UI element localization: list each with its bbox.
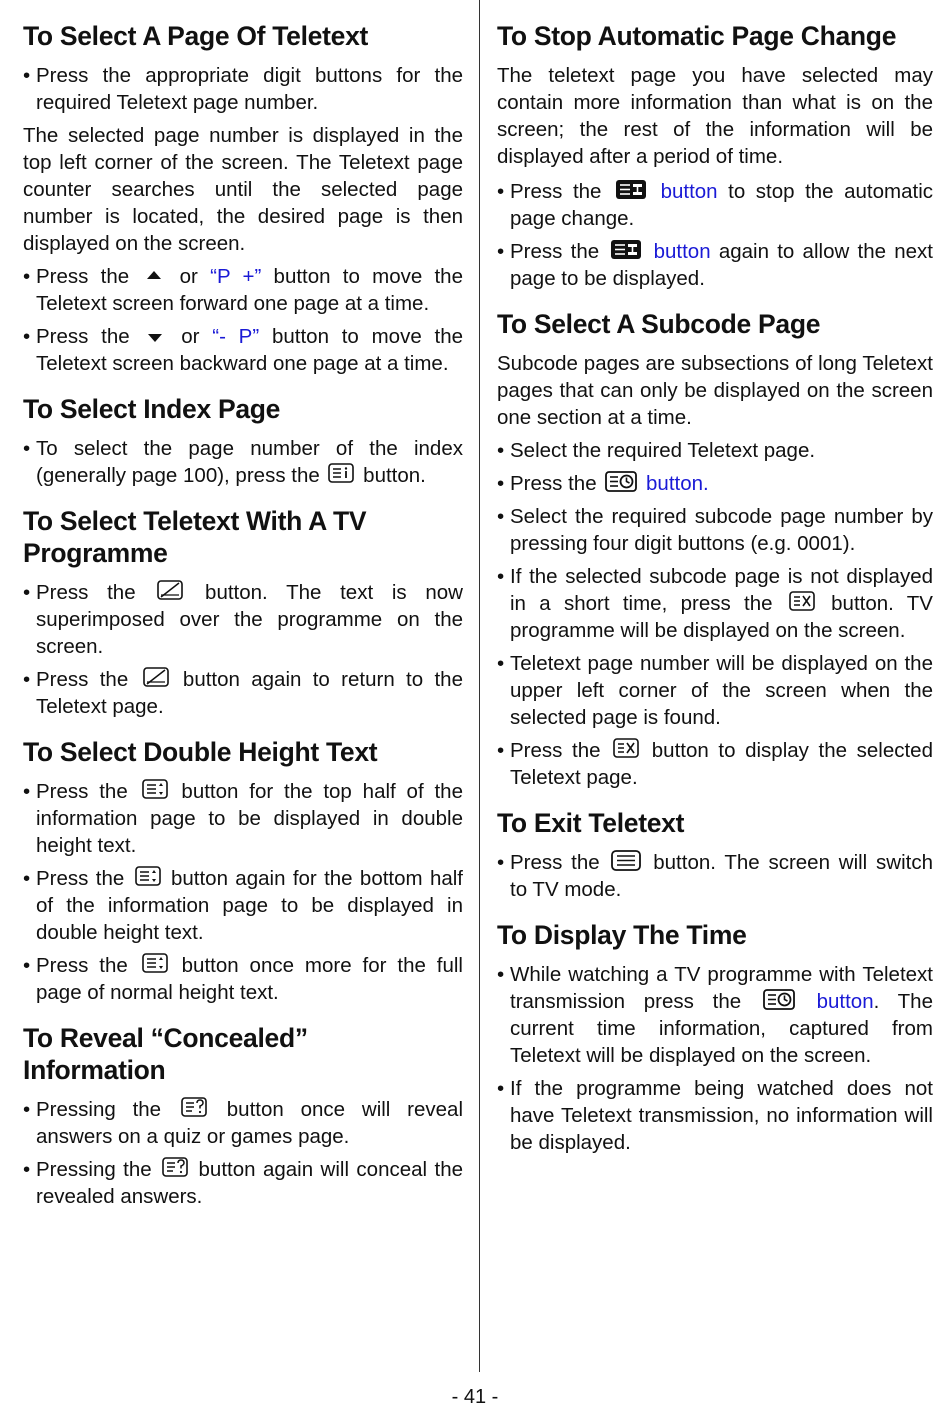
arrow-up-icon (147, 271, 161, 279)
arrow-down-icon (148, 334, 162, 342)
section-teletext-with-tv (23, 505, 463, 720)
list-item: • Press the button. (497, 470, 933, 497)
double-height-button-icon (142, 953, 168, 975)
bullet-list (23, 579, 463, 720)
section-index-page (23, 393, 463, 489)
column-divider (479, 0, 480, 1372)
list-item: • If the programme being watched does not have Teletext transmission, no information will be displayed. (497, 1075, 933, 1156)
hold-button-icon (615, 179, 647, 201)
list-item: • Press the button to display the selected Teletext page. (497, 737, 933, 791)
cancel-button-icon (789, 591, 815, 613)
reveal-button-icon (162, 1157, 188, 1179)
mix-button-icon (143, 667, 169, 689)
bullet-list (497, 437, 933, 791)
list-item: • Teletext page number will be displayed on the upper left corner of the screen when the selected page is found. (497, 650, 933, 731)
section-exit-teletext (497, 807, 933, 903)
double-height-button-icon (142, 779, 168, 801)
section-stop-page-change (497, 20, 933, 292)
bullet-list (497, 178, 933, 292)
index-button-icon (328, 463, 354, 485)
heading-select-page: To Select A Page Of Teletext (23, 21, 369, 51)
list-item: • Press the button to stop the automatic page change. (497, 178, 933, 232)
list-item: • Press the button for the top half of the information page to be displayed in double height text. (23, 778, 463, 859)
section-display-time (497, 919, 933, 1156)
list-item: • If the selected subcode page is not displayed in a short time, press the button. TV programme will be displayed on the screen. (497, 563, 933, 644)
list-item: • Pressing the button again will conceal the revealed answers. (23, 1156, 463, 1210)
teletext-button-icon (611, 850, 641, 872)
page-number: - 41 - (451, 1386, 499, 1408)
bullet-list (23, 62, 463, 116)
heading-double-height: To Select Double Height Text (23, 737, 378, 767)
list-item: • Press the button again for the bottom half of the information page to be displayed in double height text. (23, 865, 463, 946)
heading-display-time: To Display The Time (497, 920, 747, 950)
heading-teletext-with-tv: To Select Teletext With A TV Programme (23, 506, 367, 568)
bullet-list (497, 849, 933, 903)
paragraph: Subcode pages are subsections of long Teletext pages that can only be displayed on the screen one section at a time. (497, 352, 933, 429)
list-item: • Press the appropriate digit buttons for the required Teletext page number. (23, 62, 463, 116)
list-item: • Press the or “P +” button to move the Teletext screen forward one page at a time. (23, 263, 463, 317)
bullet-list (23, 1096, 463, 1210)
mix-button-icon (157, 580, 183, 602)
hold-button-icon (610, 239, 642, 261)
paragraph: The selected page number is displayed in the top left corner of the screen. The Teletext page counter searches until the selected page number is located, the desired page is then displayed on the screen. (23, 124, 463, 255)
bullet-list (23, 778, 463, 1006)
section-select-page (23, 20, 463, 377)
bullet-list (23, 435, 463, 489)
list-item: • Press the button again to return to the Teletext page. (23, 666, 463, 720)
list-item: • Pressing the button once will reveal answers on a quiz or games page. (23, 1096, 463, 1150)
double-height-button-icon (135, 866, 161, 888)
left-column (23, 20, 463, 1226)
cancel-button-icon (613, 738, 639, 760)
p-plus-key: “P +” (210, 265, 262, 288)
heading-subcode-page: To Select A Subcode Page (497, 309, 821, 339)
list-item: • Select the required Teletext page. (497, 437, 933, 464)
list-item: • Press the button once more for the full page of normal height text. (23, 952, 463, 1006)
heading-stop-page-change: To Stop Automatic Page Change (497, 21, 897, 51)
list-item: • While watching a TV programme with Teletext transmission press the button. The current time information, captured from Teletext will be displayed on the screen. (497, 961, 933, 1069)
list-item: • Press the button. The text is now superimposed over the programme on the screen. (23, 579, 463, 660)
list-item: • Press the button. The screen will switch to TV mode. (497, 849, 933, 903)
section-subcode-page (497, 308, 933, 791)
heading-index-page: To Select Index Page (23, 394, 281, 424)
subcode-time-button-icon (763, 989, 795, 1011)
subcode-time-button-icon (605, 471, 637, 493)
bullet-list (23, 263, 463, 377)
section-reveal (23, 1022, 463, 1210)
list-item: • Press the or “- P” button to move the Teletext screen backward one page at a time. (23, 323, 463, 377)
heading-reveal: To Reveal “Concealed” Information (23, 1023, 308, 1085)
bullet-list (497, 961, 933, 1156)
list-item: • Press the button again to allow the next page to be displayed. (497, 238, 933, 292)
right-column (497, 20, 933, 1172)
list-item: • To select the page number of the index (generally page 100), press the button. (23, 435, 463, 489)
reveal-button-icon (181, 1097, 207, 1119)
heading-exit-teletext: To Exit Teletext (497, 808, 685, 838)
p-minus-key: “- P” (212, 325, 260, 348)
section-double-height (23, 736, 463, 1006)
paragraph: The teletext page you have selected may contain more information than what is on the screen; the rest of the information will be displayed after a period of time. (497, 64, 933, 168)
list-item: • Select the required subcode page number by pressing four digit buttons (e.g. 0001). (497, 503, 933, 557)
